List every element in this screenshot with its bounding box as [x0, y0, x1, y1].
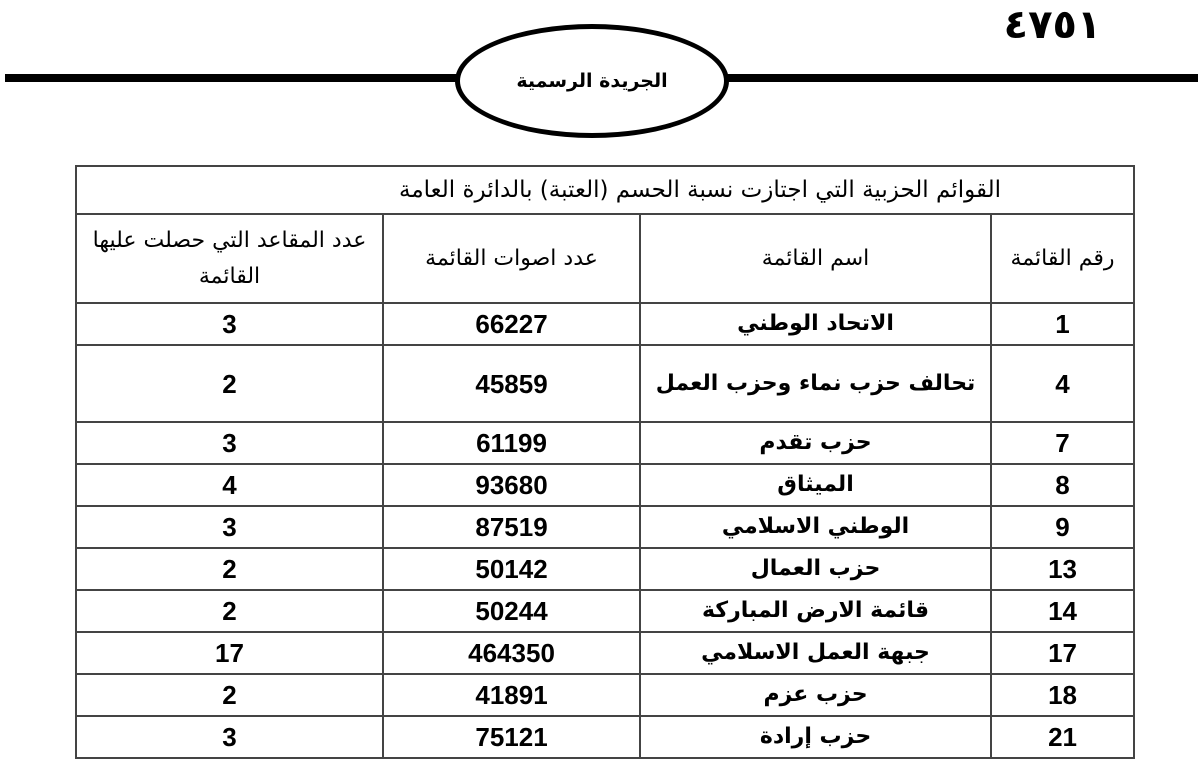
table-header-row [76, 214, 1134, 303]
page-number: ٤٧٥١ [1003, 2, 1102, 48]
column-header-votes: عدد اصوات القائمة [383, 214, 640, 303]
list-seats: 2 [76, 345, 383, 422]
list-name: حزب إرادة [640, 716, 991, 758]
table-row [76, 632, 1134, 674]
list-seats: 2 [76, 548, 383, 590]
list-number: 4 [991, 345, 1134, 422]
list-name: حزب العمال [640, 548, 991, 590]
column-header-list-number: رقم القائمة [991, 214, 1134, 303]
header-rule-left [5, 74, 460, 82]
table-row [76, 422, 1134, 464]
list-number: 8 [991, 464, 1134, 506]
list-votes: 61199 [383, 422, 640, 464]
table-title-row [76, 166, 1134, 214]
list-seats: 2 [76, 674, 383, 716]
list-seats: 2 [76, 590, 383, 632]
table-row [76, 716, 1134, 758]
table-row [76, 674, 1134, 716]
list-seats: 3 [76, 303, 383, 345]
column-header-list-name: اسم القائمة [640, 214, 991, 303]
list-number: 9 [991, 506, 1134, 548]
list-name: جبهة العمل الاسلامي [640, 632, 991, 674]
table-row [76, 464, 1134, 506]
list-number: 18 [991, 674, 1134, 716]
list-name: الوطني الاسلامي [640, 506, 991, 548]
list-votes: 45859 [383, 345, 640, 422]
list-votes: 41891 [383, 674, 640, 716]
list-name: قائمة الارض المباركة [640, 590, 991, 632]
list-votes: 66227 [383, 303, 640, 345]
table-row [76, 303, 1134, 345]
table-row [76, 590, 1134, 632]
table-title: القوائم الحزبية التي اجتازت نسبة الحسم (العتبة) بالدائرة العامة [76, 166, 1134, 214]
list-seats: 3 [76, 716, 383, 758]
list-votes: 75121 [383, 716, 640, 758]
list-number: 21 [991, 716, 1134, 758]
list-number: 13 [991, 548, 1134, 590]
election-results-table [75, 165, 1135, 759]
list-votes: 464350 [383, 632, 640, 674]
list-name: حزب عزم [640, 674, 991, 716]
header-rule-right [724, 74, 1198, 82]
table-row [76, 345, 1134, 422]
list-votes: 50244 [383, 590, 640, 632]
list-seats: 4 [76, 464, 383, 506]
list-number: 17 [991, 632, 1134, 674]
list-name: حزب تقدم [640, 422, 991, 464]
list-number: 1 [991, 303, 1134, 345]
list-seats: 3 [76, 506, 383, 548]
publication-name: الجريدة الرسمية [516, 70, 668, 92]
list-name: الاتحاد الوطني [640, 303, 991, 345]
list-name: تحالف حزب نماء وحزب العمل [640, 345, 991, 422]
table-row [76, 506, 1134, 548]
list-votes: 93680 [383, 464, 640, 506]
list-seats: 3 [76, 422, 383, 464]
column-header-seats: عدد المقاعد التي حصلت عليها القائمة [76, 214, 383, 303]
list-seats: 17 [76, 632, 383, 674]
list-number: 7 [991, 422, 1134, 464]
publication-emblem [455, 24, 729, 138]
list-number: 14 [991, 590, 1134, 632]
list-votes: 87519 [383, 506, 640, 548]
table-row [76, 548, 1134, 590]
list-votes: 50142 [383, 548, 640, 590]
list-name: الميثاق [640, 464, 991, 506]
